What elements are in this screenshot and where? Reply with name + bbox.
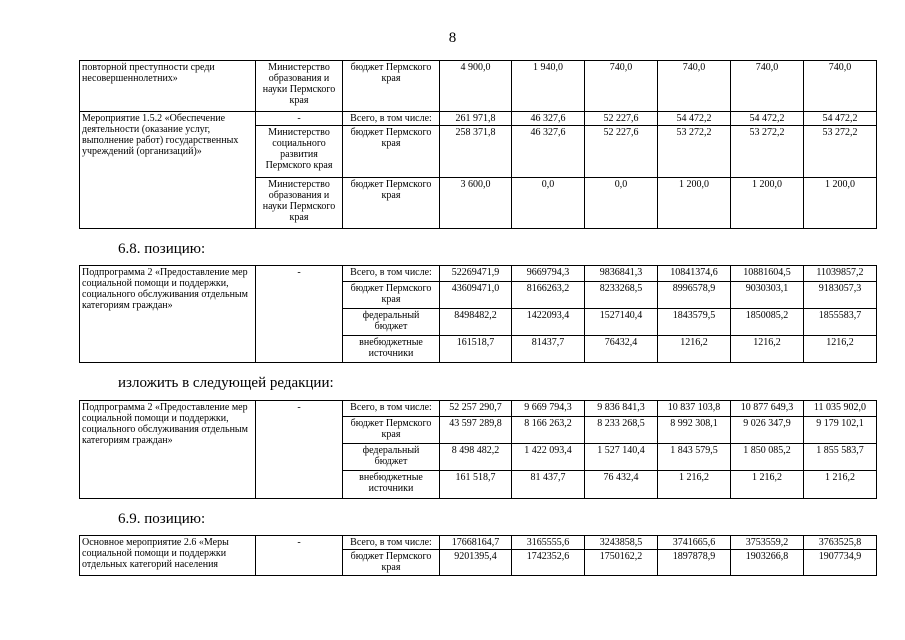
org-cell: - bbox=[256, 266, 343, 363]
value-cell: 1 200,0 bbox=[731, 178, 804, 229]
source-cell: бюджет Пермского края bbox=[343, 417, 440, 444]
section-heading: изложить в следующей редакции: bbox=[118, 375, 334, 391]
value-cell: 8 166 263,2 bbox=[512, 417, 585, 444]
value-cell: 52 227,6 bbox=[585, 112, 658, 126]
source-cell: бюджет Пермского края bbox=[343, 178, 440, 229]
source-cell: федеральный бюджет bbox=[343, 309, 440, 336]
org-cell: Министерство образования и науки Пермского края bbox=[256, 61, 343, 112]
value-cell: 740,0 bbox=[585, 61, 658, 112]
value-cell: 1216,2 bbox=[804, 336, 877, 363]
value-cell: 8166263,2 bbox=[512, 282, 585, 309]
org-cell: - bbox=[256, 401, 343, 499]
value-cell: 258 371,8 bbox=[440, 126, 512, 178]
value-cell: 4 900,0 bbox=[440, 61, 512, 112]
value-cell: 10841374,6 bbox=[658, 266, 731, 282]
value-cell: 1855583,7 bbox=[804, 309, 877, 336]
value-cell: 1 855 583,7 bbox=[804, 444, 877, 471]
value-cell: 8498482,2 bbox=[440, 309, 512, 336]
budget-table-1 bbox=[79, 60, 877, 229]
budget-table-2 bbox=[79, 265, 877, 363]
value-cell: 10 837 103,8 bbox=[658, 401, 731, 417]
table-row bbox=[80, 401, 877, 417]
value-cell: 1 216,2 bbox=[731, 471, 804, 499]
value-cell: 10 877 649,3 bbox=[731, 401, 804, 417]
page-number: 8 bbox=[448, 30, 457, 46]
value-cell: 1742352,6 bbox=[512, 550, 585, 576]
value-cell: 1 843 579,5 bbox=[658, 444, 731, 471]
value-cell: 52269471,9 bbox=[440, 266, 512, 282]
table-row bbox=[80, 61, 877, 112]
value-cell: 1897878,9 bbox=[658, 550, 731, 576]
source-cell: бюджет Пермского края bbox=[343, 282, 440, 309]
value-cell: 0,0 bbox=[512, 178, 585, 229]
value-cell: 8996578,9 bbox=[658, 282, 731, 309]
source-cell: Всего, в том числе: bbox=[343, 401, 440, 417]
value-cell: 1422093,4 bbox=[512, 309, 585, 336]
value-cell: 9 179 102,1 bbox=[804, 417, 877, 444]
value-cell: 1216,2 bbox=[658, 336, 731, 363]
section-heading: 6.8. позицию: bbox=[118, 241, 206, 257]
value-cell: 740,0 bbox=[804, 61, 877, 112]
value-cell: 10881604,5 bbox=[731, 266, 804, 282]
org-cell: Министерство социального развития Пермского края bbox=[256, 126, 343, 178]
row-name-cell: повторной преступности среди несовершеннолетних» bbox=[80, 61, 256, 112]
source-cell: бюджет Пермского края bbox=[343, 61, 440, 112]
value-cell: 1 850 085,2 bbox=[731, 444, 804, 471]
value-cell: 3243858,5 bbox=[585, 536, 658, 550]
value-cell: 161518,7 bbox=[440, 336, 512, 363]
table-row bbox=[80, 112, 877, 126]
value-cell: 1 422 093,4 bbox=[512, 444, 585, 471]
value-cell: 9 026 347,9 bbox=[731, 417, 804, 444]
value-cell: 1 200,0 bbox=[804, 178, 877, 229]
value-cell: 81437,7 bbox=[512, 336, 585, 363]
source-cell: бюджет Пермского края bbox=[343, 126, 440, 178]
row-name-cell: Подпрограмма 2 «Предоставление мер социальной помощи и поддержки, социального обслуживания отдельным категориям граждан» bbox=[80, 401, 256, 499]
value-cell: 11039857,2 bbox=[804, 266, 877, 282]
org-cell: - bbox=[256, 112, 343, 126]
value-cell: 54 472,2 bbox=[804, 112, 877, 126]
value-cell: 1903266,8 bbox=[731, 550, 804, 576]
value-cell: 740,0 bbox=[658, 61, 731, 112]
source-cell: бюджет Пермского края bbox=[343, 550, 440, 576]
value-cell: 1850085,2 bbox=[731, 309, 804, 336]
value-cell: 1 940,0 bbox=[512, 61, 585, 112]
table-row bbox=[80, 266, 877, 282]
value-cell: 46 327,6 bbox=[512, 112, 585, 126]
value-cell: 43 597 289,8 bbox=[440, 417, 512, 444]
org-cell: Министерство образования и науки Пермского края bbox=[256, 178, 343, 229]
value-cell: 3 600,0 bbox=[440, 178, 512, 229]
value-cell: 1 216,2 bbox=[804, 471, 877, 499]
value-cell: 46 327,6 bbox=[512, 126, 585, 178]
value-cell: 161 518,7 bbox=[440, 471, 512, 499]
value-cell: 9183057,3 bbox=[804, 282, 877, 309]
source-cell: внебюджетные источники bbox=[343, 471, 440, 499]
value-cell: 1 200,0 bbox=[658, 178, 731, 229]
value-cell: 3741665,6 bbox=[658, 536, 731, 550]
value-cell: 9669794,3 bbox=[512, 266, 585, 282]
value-cell: 17668164,7 bbox=[440, 536, 512, 550]
value-cell: 54 472,2 bbox=[658, 112, 731, 126]
value-cell: 76432,4 bbox=[585, 336, 658, 363]
value-cell: 3763525,8 bbox=[804, 536, 877, 550]
value-cell: 1907734,9 bbox=[804, 550, 877, 576]
value-cell: 1 216,2 bbox=[658, 471, 731, 499]
value-cell: 9030303,1 bbox=[731, 282, 804, 309]
value-cell: 9836841,3 bbox=[585, 266, 658, 282]
row-name-cell: Подпрограмма 2 «Предоставление мер социальной помощи и поддержки, социального обслуживания отдельным категориям граждан» bbox=[80, 266, 256, 363]
value-cell: 52 227,6 bbox=[585, 126, 658, 178]
value-cell: 261 971,8 bbox=[440, 112, 512, 126]
value-cell: 81 437,7 bbox=[512, 471, 585, 499]
value-cell: 11 035 902,0 bbox=[804, 401, 877, 417]
value-cell: 9 836 841,3 bbox=[585, 401, 658, 417]
value-cell: 54 472,2 bbox=[731, 112, 804, 126]
value-cell: 8 992 308,1 bbox=[658, 417, 731, 444]
value-cell: 8 233 268,5 bbox=[585, 417, 658, 444]
value-cell: 8233268,5 bbox=[585, 282, 658, 309]
org-cell: - bbox=[256, 536, 343, 576]
value-cell: 8 498 482,2 bbox=[440, 444, 512, 471]
value-cell: 3753559,2 bbox=[731, 536, 804, 550]
budget-table-4 bbox=[79, 535, 877, 576]
value-cell: 1527140,4 bbox=[585, 309, 658, 336]
source-cell: Всего, в том числе: bbox=[343, 112, 440, 126]
value-cell: 76 432,4 bbox=[585, 471, 658, 499]
value-cell: 9 669 794,3 bbox=[512, 401, 585, 417]
value-cell: 1 527 140,4 bbox=[585, 444, 658, 471]
source-cell: Всего, в том числе: bbox=[343, 536, 440, 550]
value-cell: 740,0 bbox=[731, 61, 804, 112]
value-cell: 53 272,2 bbox=[658, 126, 731, 178]
value-cell: 1843579,5 bbox=[658, 309, 731, 336]
table-row bbox=[80, 536, 877, 550]
budget-table-3 bbox=[79, 400, 877, 499]
value-cell: 53 272,2 bbox=[731, 126, 804, 178]
value-cell: 0,0 bbox=[585, 178, 658, 229]
value-cell: 53 272,2 bbox=[804, 126, 877, 178]
row-name-cell: Мероприятие 1.5.2 «Обеспечение деятельности (оказание услуг, выполнение работ) государственных учреждений (организаций)» bbox=[80, 112, 256, 229]
source-cell: Всего, в том числе: bbox=[343, 266, 440, 282]
source-cell: внебюджетные источники bbox=[343, 336, 440, 363]
value-cell: 43609471,0 bbox=[440, 282, 512, 309]
value-cell: 52 257 290,7 bbox=[440, 401, 512, 417]
source-cell: федеральный бюджет bbox=[343, 444, 440, 471]
row-name-cell: Основное мероприятие 2.6 «Меры социальной помощи и поддержки отдельных категорий населения bbox=[80, 536, 256, 576]
value-cell: 9201395,4 bbox=[440, 550, 512, 576]
value-cell: 1216,2 bbox=[731, 336, 804, 363]
value-cell: 3165555,6 bbox=[512, 536, 585, 550]
section-heading: 6.9. позицию: bbox=[118, 511, 206, 527]
value-cell: 1750162,2 bbox=[585, 550, 658, 576]
